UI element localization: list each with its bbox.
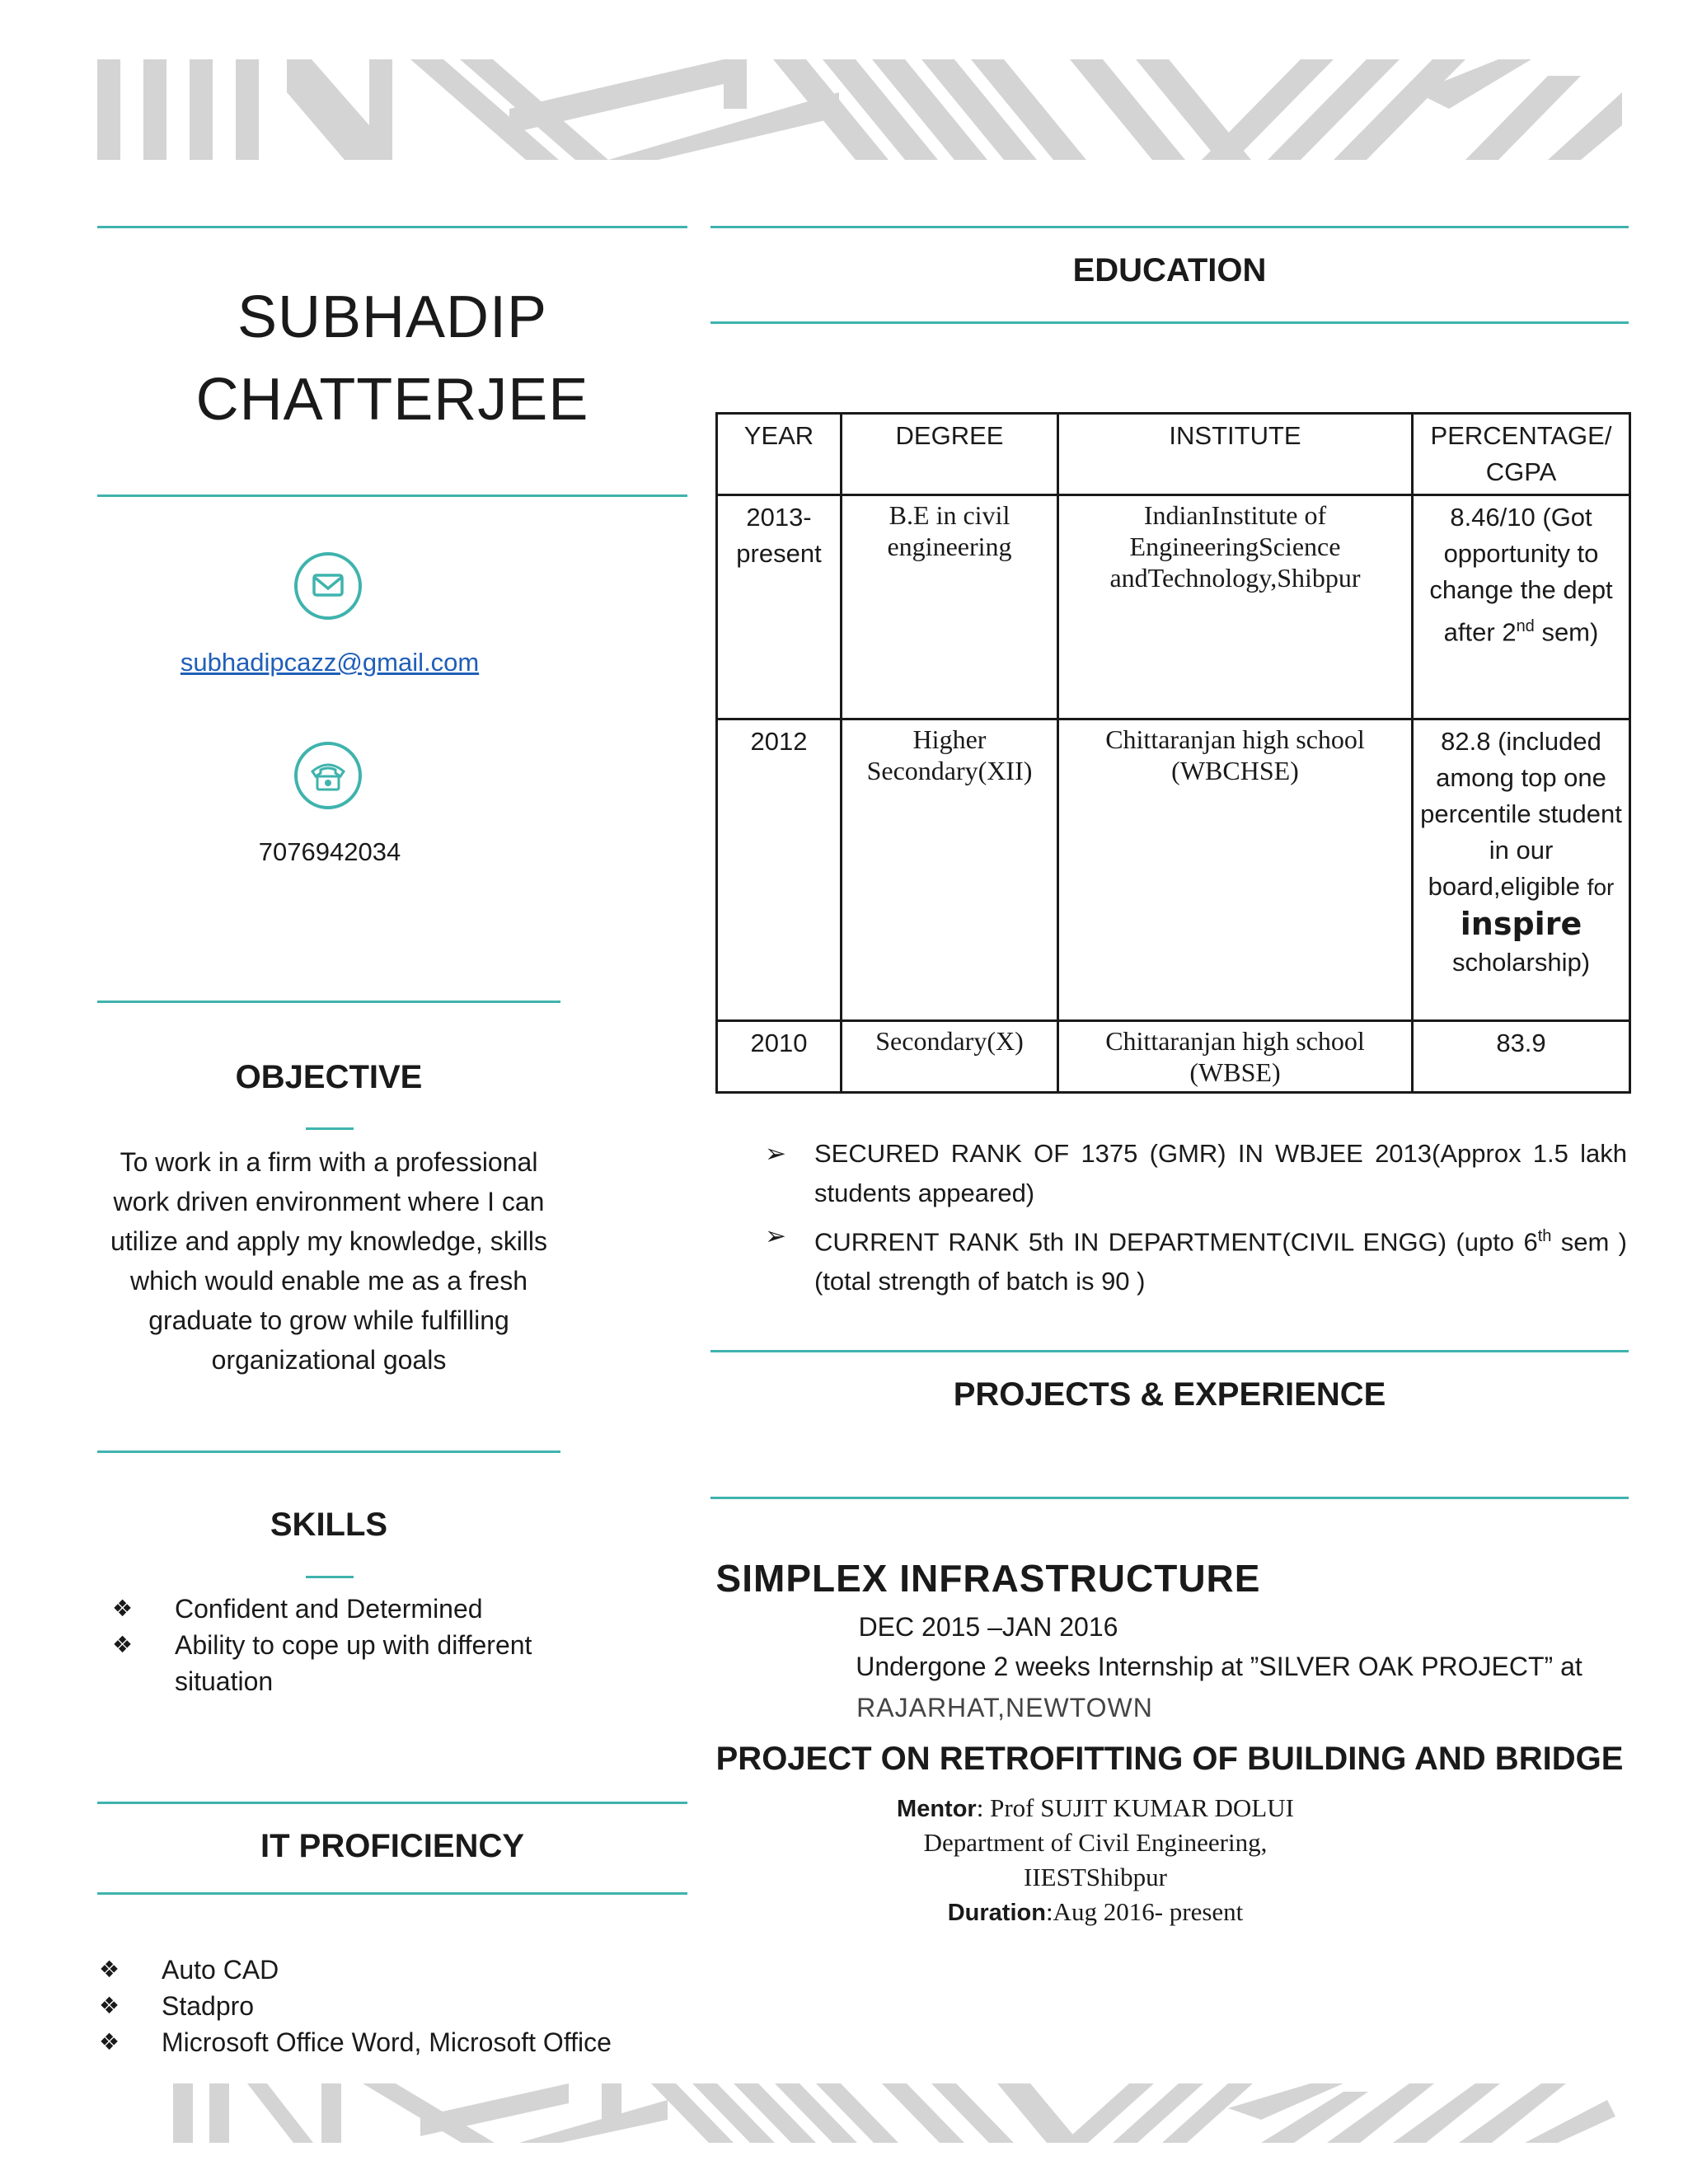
score-text: 82.8 (included among top one percentile student in our board,eligible — [1420, 727, 1622, 901]
mentor-label: Mentor — [897, 1796, 977, 1822]
diamond-bullet-icon: ❖ — [99, 1957, 120, 1982]
skills-underline — [306, 1576, 354, 1578]
skill-text: Confident and Determined — [175, 1594, 483, 1624]
education-top-rule — [710, 226, 1629, 228]
skill-text: Ability to cope up with different situation — [175, 1630, 532, 1696]
duration-label: Duration — [947, 1900, 1046, 1926]
project-mentor — [636, 1793, 1554, 1823]
internship-location: RAJARHAT,NEWTOWN — [856, 1693, 1153, 1722]
header-year: YEAR — [717, 414, 842, 495]
project-department: Department of Civil Engineering, — [923, 1828, 1268, 1857]
name-bottom-rule — [97, 494, 687, 497]
it-bottom-rule — [97, 1892, 687, 1895]
it-text: Auto CAD — [162, 1955, 279, 1985]
arrow-bullet-icon: ➢ — [765, 1221, 786, 1250]
list-item — [765, 1134, 1627, 1213]
skills-list — [112, 1591, 574, 1699]
achievements-list — [765, 1134, 1627, 1305]
internship-description: Undergone 2 weeks Internship at ”SILVER OAK PROJECT” at — [856, 1652, 1582, 1681]
name-last: CHATTERJEE — [195, 367, 589, 433]
projects-bottom-rule — [710, 1497, 1629, 1499]
name-first: SUBHADIP — [237, 284, 548, 350]
diamond-bullet-icon: ❖ — [99, 2029, 120, 2055]
list-item — [99, 2024, 692, 2060]
table-header-row — [717, 414, 1630, 495]
header-institute: INSTITUTE — [1058, 414, 1413, 495]
year-cell: 2010 — [717, 1021, 842, 1093]
year-cell: 2013-present — [717, 495, 842, 719]
bottom-banner — [173, 2083, 1615, 2143]
achievement-text-tail: sem ) (total strength of batch is 90 ) — [814, 1227, 1627, 1296]
envelope-icon — [294, 552, 362, 620]
table-row — [717, 719, 1630, 1021]
education-heading: EDUCATION — [1072, 252, 1267, 288]
diamond-bullet-icon: ❖ — [99, 1993, 120, 2018]
list-item — [112, 1591, 574, 1627]
project-title: PROJECT ON RETROFITTING OF BUILDING AND BRIDGE — [715, 1741, 1624, 1777]
email-link[interactable]: subhadipcazz@gmail.com — [180, 648, 480, 677]
year-cell: 2012 — [717, 719, 842, 1021]
institute-cell: IndianInstitute of EngineeringScience andTechnology,Shibpur — [1058, 495, 1413, 719]
score-text: 8.46/10 (Got opportunity to change the dept after 2 — [1429, 503, 1613, 647]
arrow-bullet-icon: ➢ — [765, 1139, 786, 1168]
institute-cell: Chittaranjan high school (WBCHSE) — [1058, 719, 1413, 1021]
list-item — [765, 1216, 1627, 1301]
list-item — [99, 1988, 692, 2024]
projects-top-rule — [710, 1350, 1629, 1352]
score-cell: 83.9 — [1413, 1021, 1630, 1093]
it-heading: IT PROFICIENCY — [260, 1828, 525, 1864]
objective-text: To work in a firm with a professional work driven environment where I can utilize and apply my knowledge, skills which would enable me as a fresh graduate to grow while fulfilling organizational goals — [110, 1147, 548, 1375]
projects-heading: PROJECTS & EXPERIENCE — [953, 1376, 1386, 1413]
score-for: for — [1587, 874, 1615, 900]
it-text: Stadpro — [162, 1991, 255, 2021]
education-bottom-rule — [710, 321, 1629, 324]
objective-underline — [306, 1127, 354, 1130]
project-college: IIESTShibpur — [1024, 1863, 1167, 1891]
it-list — [99, 1952, 692, 2060]
company-name: SIMPLEX INFRASTRUCTURE — [715, 1557, 1261, 1600]
degree-cell: Higher Secondary(XII) — [842, 719, 1058, 1021]
phone-number: 7076942034 — [258, 837, 401, 866]
score-tail: sem) — [1541, 617, 1599, 647]
skills-top-rule — [97, 1451, 560, 1453]
score-cell — [1413, 495, 1630, 719]
internship-dates: DEC 2015 –JAN 2016 — [858, 1612, 1118, 1642]
score-cell — [1413, 719, 1630, 1021]
it-top-rule — [97, 1802, 687, 1804]
list-item — [112, 1627, 574, 1699]
score-superscript: nd — [1516, 617, 1535, 635]
achievement-text: SECURED RANK OF 1375 (GMR) IN WBJEE 2013(Approx 1.5 lakh students appeared) — [814, 1139, 1627, 1207]
achievement-text: CURRENT RANK 5th IN DEPARTMENT(CIVIL ENGG) (upto 6 — [814, 1227, 1538, 1257]
degree-cell: Secondary(X) — [842, 1021, 1058, 1093]
education-table — [715, 412, 1631, 1094]
score-tail: scholarship) — [1451, 948, 1591, 977]
top-banner — [97, 59, 1622, 160]
telephone-icon — [294, 742, 362, 809]
table-row — [717, 1021, 1630, 1093]
diamond-bullet-icon: ❖ — [112, 1596, 134, 1621]
achievement-superscript: th — [1537, 1227, 1552, 1245]
objective-top-rule — [97, 1001, 560, 1003]
degree-cell: B.E in civil engineering — [842, 495, 1058, 719]
candidate-name — [99, 276, 686, 441]
project-duration — [636, 1897, 1554, 1927]
header-percentage: PERCENTAGE/ CGPA — [1413, 414, 1630, 495]
email-field[interactable] — [124, 648, 536, 677]
diamond-bullet-icon: ❖ — [112, 1632, 134, 1657]
name-top-rule — [97, 226, 687, 228]
it-text: Microsoft Office Word, Microsoft Office — [162, 2027, 612, 2057]
skills-heading: SKILLS — [270, 1507, 388, 1543]
duration-value: :Aug 2016- present — [1045, 1897, 1244, 1926]
objective-heading: OBJECTIVE — [235, 1059, 423, 1095]
mentor-value: : Prof SUJIT KUMAR DOLUI — [976, 1793, 1294, 1822]
institute-cell: Chittaranjan high school (WBSE) — [1058, 1021, 1413, 1093]
list-item — [99, 1952, 692, 1988]
header-degree: DEGREE — [842, 414, 1058, 495]
table-row — [717, 495, 1630, 719]
score-bold: inspire — [1460, 906, 1582, 942]
